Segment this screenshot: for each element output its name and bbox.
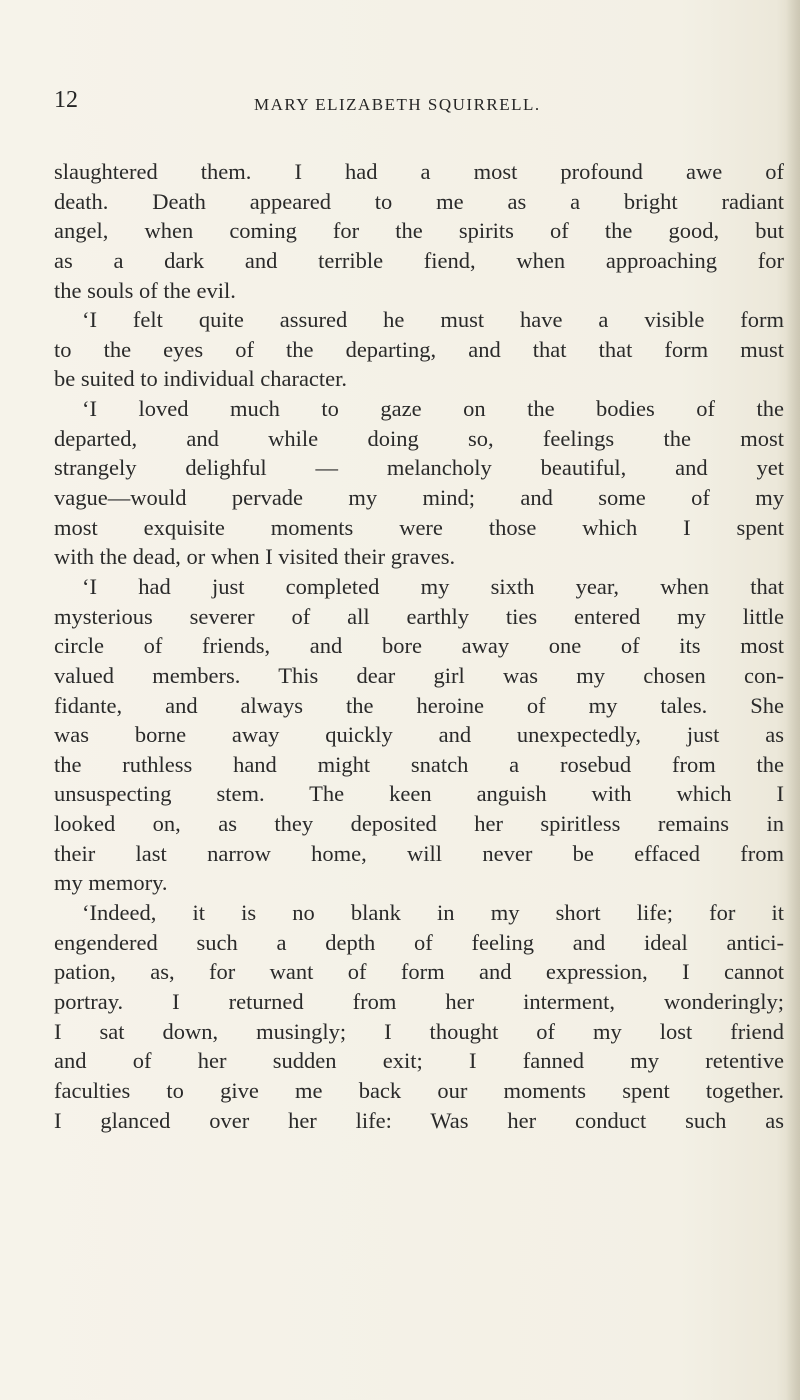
text-line: as a dark and terrible fiend, when approaching for	[54, 247, 784, 273]
text-line: portray. I returned from her interment, wonderingly;	[54, 988, 784, 1014]
text-line: fidante, and always the heroine of my tales. She	[54, 692, 784, 718]
body-text	[54, 157, 784, 1135]
text-line: departed, and while doing so, feelings the most	[54, 425, 784, 451]
text-line: my memory.	[54, 870, 168, 896]
text-line: engendered such a depth of feeling and ideal antici-	[54, 929, 784, 955]
text-line: mysterious severer of all earthly ties entered my little	[54, 603, 784, 629]
text-line: the souls of the evil.	[54, 277, 236, 303]
text-line: death. Death appeared to me as a bright radiant	[54, 188, 784, 214]
page-edge-shadow	[786, 0, 800, 1400]
text-line: unsuspecting stem. The keen anguish with which I	[54, 781, 784, 807]
text-line: with the dead, or when I visited their graves.	[54, 544, 456, 570]
text-line: slaughtered them. I had a most profound awe of	[54, 159, 784, 184]
text-line: most exquisite moments were those which I spent	[54, 514, 784, 540]
text-line: their last narrow home, will never be effaced from	[54, 840, 784, 866]
text-line: circle of friends, and bore away one of its most	[54, 633, 784, 659]
text-line: be suited to individual character.	[54, 366, 348, 392]
text-line: pation, as, for want of form and expression, I cannot	[54, 959, 784, 985]
text-line: valued members. This dear girl was my chosen con-	[54, 662, 784, 688]
text-line: ‘I loved much to gaze on the bodies of the	[82, 396, 784, 422]
text-line: angel, when coming for the spirits of the good, but	[54, 218, 784, 244]
text-line: ‘I felt quite assured he must have a visible form	[82, 307, 784, 333]
running-head: MARY ELIZABETH SQUIRRELL.	[254, 95, 541, 114]
text-line: the ruthless hand might snatch a rosebud from the	[54, 751, 784, 777]
text-line: ‘I had just completed my sixth year, when that	[82, 573, 784, 599]
text-line: and of her sudden exit; I fanned my retentive	[54, 1048, 784, 1074]
page-header	[54, 85, 784, 119]
text-line: strangely delighful — melancholy beautiful, and yet	[54, 455, 784, 481]
text-line: I glanced over her life: Was her conduct such as	[54, 1107, 784, 1133]
text-line: looked on, as they deposited her spiritless remains in	[54, 811, 784, 837]
text-line: to the eyes of the departing, and that that form must	[54, 336, 784, 362]
text-line: vague—would pervade my mind; and some of my	[54, 485, 784, 511]
text-line: I sat down, musingly; I thought of my lost friend	[54, 1018, 784, 1044]
text-line: was borne away quickly and unexpectedly, just as	[54, 722, 784, 748]
page-number: 12	[54, 87, 78, 113]
text-line: faculties to give me back our moments spent together.	[54, 1077, 784, 1103]
text-line: ‘Indeed, it is no blank in my short life; for it	[82, 900, 784, 926]
